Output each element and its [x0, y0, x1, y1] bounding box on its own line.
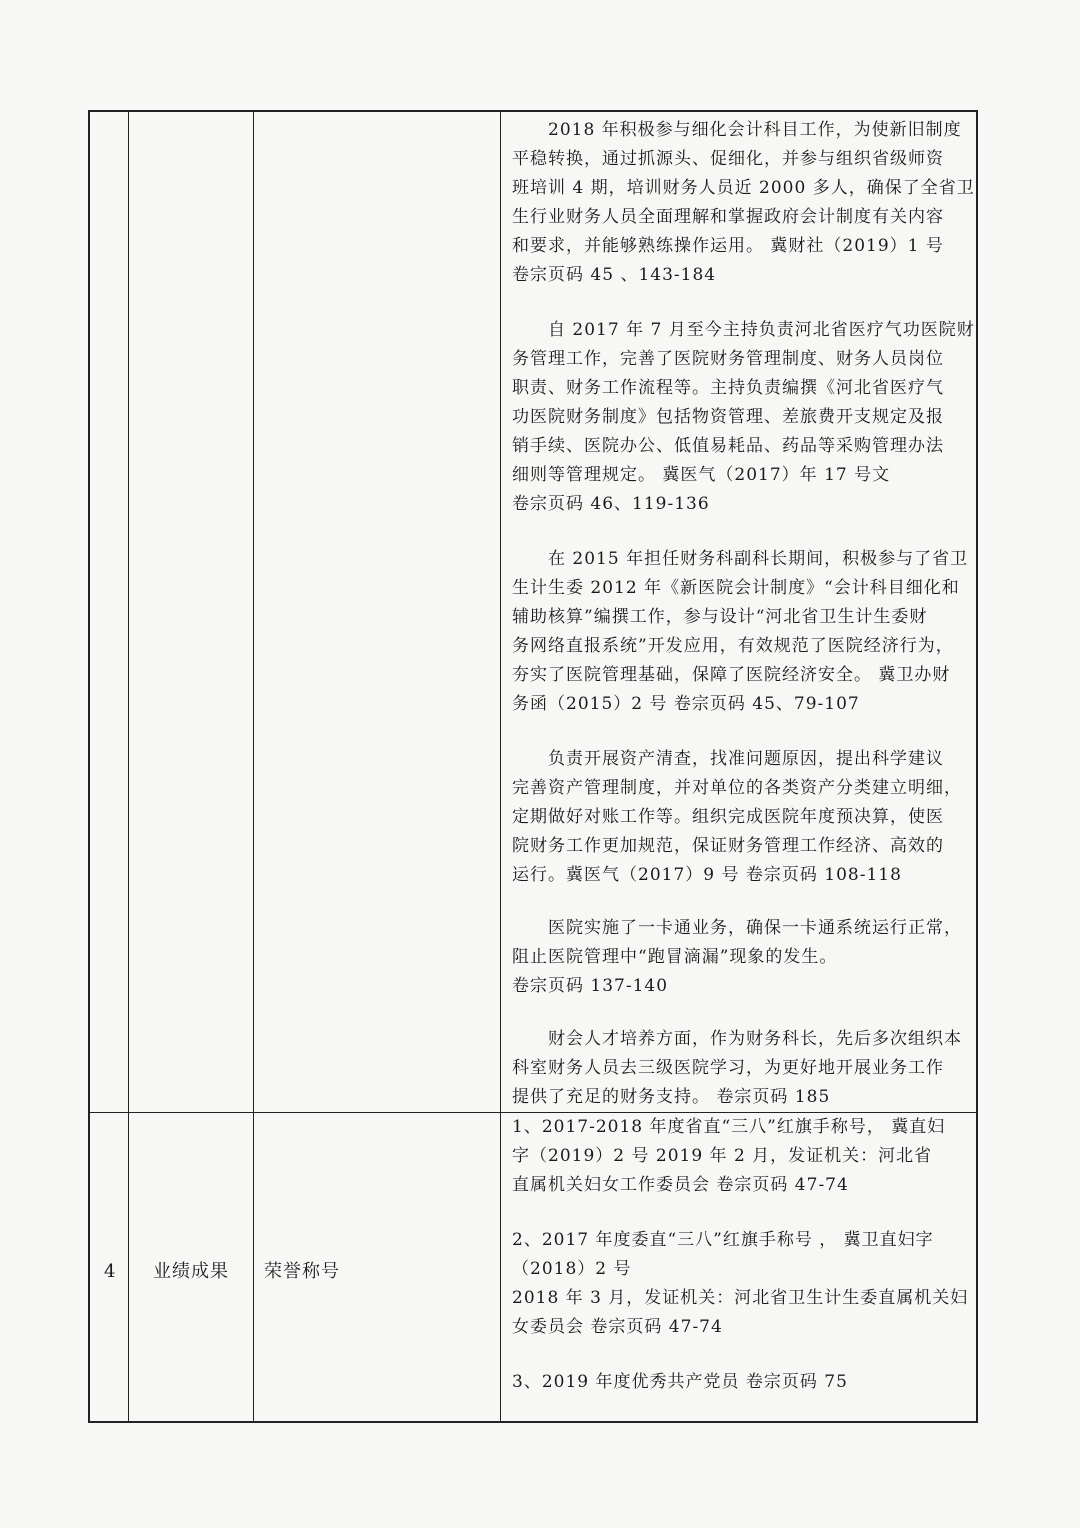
text-line: 2、2017 年度委直“三八”红旗手称号 ， 冀卫直妇字	[512, 1230, 934, 1250]
text-line: 卷宗页码 137-140	[512, 976, 669, 996]
text-line: 夯实了医院管理基础，保障了医院经济安全。 冀卫办财	[512, 665, 951, 685]
column-divider-2	[253, 112, 254, 1421]
text-line: 2018 年 3 月，发证机关：河北省卫生计生委直属机关妇	[512, 1288, 969, 1308]
text-line: 科室财务人员去三级医院学习，为更好地开展业务工作	[512, 1058, 944, 1078]
achievement-paragraph	[512, 116, 975, 145]
text-line: 提供了充足的财务支持。 卷宗页码 185	[512, 1087, 831, 1107]
text-line: 负责开展资产清查，找准问题原因，提出科学建议	[548, 749, 944, 769]
text-line: 自 2017 年 7 月至今主持负责河北省医疗气功医院财	[548, 320, 975, 340]
text-line: 务管理工作，完善了医院财务管理制度、财务人员岗位	[512, 349, 944, 369]
text-line: 功医院财务制度》包括物资管理、差旅费开支规定及报	[512, 407, 944, 427]
text-line: 阻止医院管理中“跑冒滴漏”现象的发生。	[512, 947, 838, 967]
text-line: 女委员会 卷宗页码 47-74	[512, 1317, 723, 1337]
text-line: 定期做好对账工作等。组织完成医院年度预决算，使医	[512, 807, 944, 827]
text-line: 务函（2015）2 号 卷宗页码 45、79-107	[512, 694, 860, 714]
evaluation-table	[88, 110, 978, 1423]
text-line: 财会人才培养方面，作为财务科长，先后多次组织本	[548, 1029, 962, 1049]
text-line: 细则等管理规定。 冀医气（2017）年 17 号文	[512, 465, 891, 485]
text-line: 和要求，并能够熟练操作运用。 冀财社（2019）1 号	[512, 236, 944, 256]
text-line: 职责、财务工作流程等。主持负责编撰《河北省医疗气	[512, 378, 944, 398]
category-label: 业绩成果	[153, 1261, 229, 1282]
text-line: 医院实施了一卡通业务，确保一卡通系统运行正常，	[548, 918, 962, 938]
text-line: 班培训 4 期，培训财务人员近 2000 多人，确保了全省卫	[512, 178, 975, 198]
text-line: （2018）2 号	[512, 1259, 632, 1279]
text-line: 字（2019）2 号 2019 年 2 月，发证机关：河北省	[512, 1146, 933, 1166]
text-line: 完善资产管理制度，并对单位的各类资产分类建立明细，	[512, 778, 962, 798]
text-line: 辅助核算”编撰工作，参与设计“河北省卫生计生委财	[512, 607, 928, 627]
text-line: 在 2015 年担任财务科副科长期间，积极参与了省卫	[548, 549, 969, 569]
column-divider-1	[128, 112, 129, 1421]
text-line: 院财务工作更加规范，保证财务管理工作经济、高效的	[512, 836, 944, 856]
column-divider-3	[500, 112, 501, 1421]
text-line: 生行业财务人员全面理解和掌握政府会计制度有关内容	[512, 207, 944, 227]
text-line: 1、2017-2018 年度省直“三八”红旗手称号， 冀直妇	[512, 1117, 946, 1137]
text-line: 2018 年积极参与细化会计科目工作，为使新旧制度	[548, 120, 962, 140]
row-number: 4	[104, 1261, 117, 1282]
text-line: 务网络直报系统”开发应用，有效规范了医院经济行为，	[512, 636, 954, 656]
text-line: 卷宗页码 46、119-136	[512, 494, 710, 514]
text-line: 生计生委 2012 年《新医院会计制度》“会计科目细化和	[512, 578, 960, 598]
achievements-cell	[512, 116, 975, 1112]
honors-cell	[512, 1113, 968, 1397]
text-line: 直属机关妇女工作委员会 卷宗页码 47-74	[512, 1175, 849, 1195]
subcategory-label: 荣誉称号	[264, 1261, 340, 1282]
text-line: 3、2019 年度优秀共产党员 卷宗页码 75	[512, 1372, 848, 1392]
text-line: 销手续、医院办公、低值易耗品、药品等采购管理办法	[512, 436, 944, 456]
text-line: 运行。冀医气（2017）9 号 卷宗页码 108-118	[512, 865, 902, 885]
text-line: 平稳转换，通过抓源头、促细化，并参与组织省级师资	[512, 149, 944, 169]
text-line: 卷宗页码 45 、143-184	[512, 265, 717, 285]
